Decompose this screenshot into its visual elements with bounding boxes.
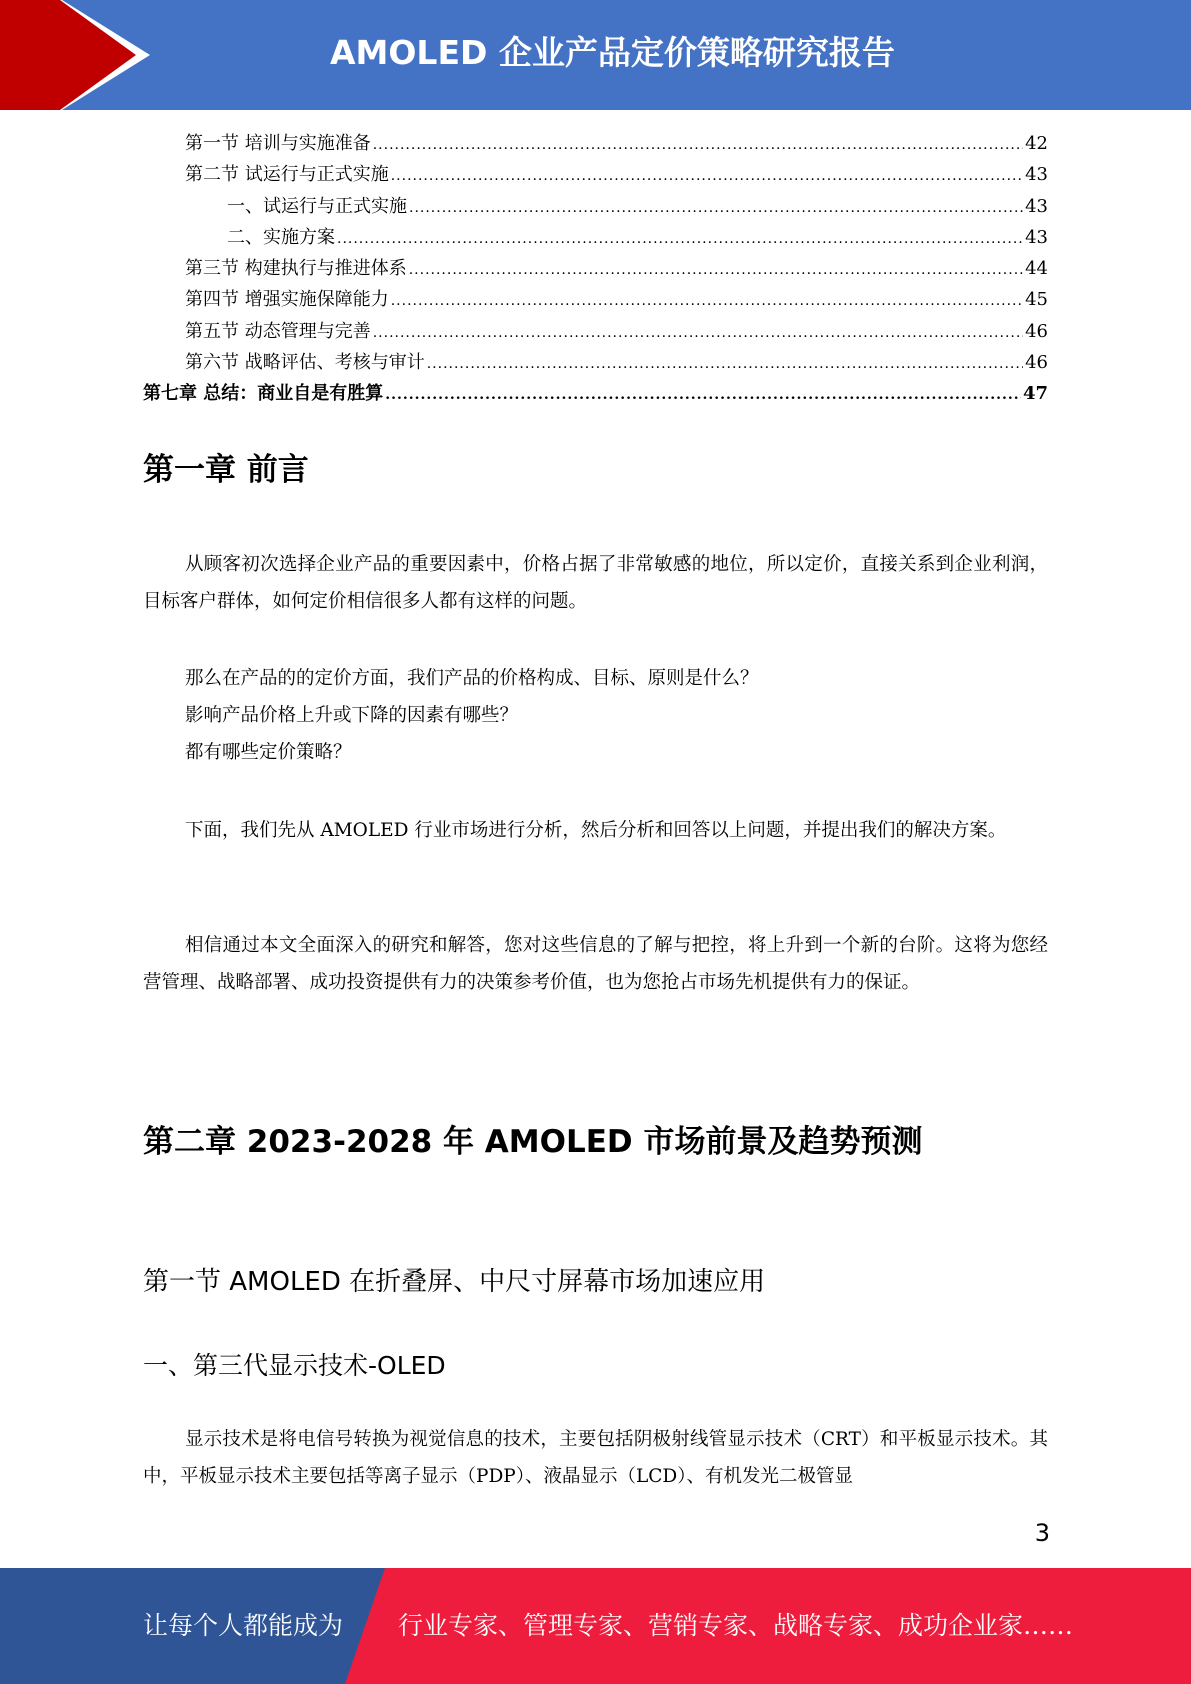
header-chevron-decoration [0, 0, 160, 110]
chapter2-subsection1-title: 一、第三代显示技术-OLED [143, 1351, 446, 1380]
toc-entry-page: 45 [1025, 289, 1048, 311]
toc-entry[interactable] [143, 191, 1048, 222]
toc-entry[interactable] [143, 128, 1048, 159]
toc-entry-page: 47 [1022, 383, 1048, 405]
toc-entry[interactable] [143, 159, 1048, 190]
chapter2-paragraph-1: 显示技术是将电信号转换为视觉信息的技术，主要包括阴极射线管显示技术（CRT）和平板显示技术。其中，平板显示技术主要包括等离子显示（PDP）、液晶显示（LCD）、有机发光二极管显 [143, 1429, 1048, 1487]
toc-leader-dots [385, 380, 1021, 411]
chapter1-paragraph-1: 从顾客初次选择企业产品的重要因素中，价格占据了非常敏感的地位，所以定价，直接关系到企业利润，目标客户群体，如何定价相信很多人都有这样的问题。 [143, 554, 1048, 612]
toc-entry-label: 第一节 培训与实施准备 [185, 133, 371, 154]
chapter2-section1-title: 第一节 AMOLED 在折叠屏、中尺寸屏幕市场加速应用 [143, 1267, 766, 1297]
toc-leader-dots [337, 224, 1023, 255]
chapter1-title: 第一章 前言 [143, 452, 309, 488]
toc-entry[interactable] [143, 347, 1048, 378]
toc-leader-dots [373, 130, 1023, 161]
page-header [0, 0, 1191, 110]
toc-entry[interactable] [143, 284, 1048, 315]
toc-entry-page: 42 [1025, 133, 1048, 154]
toc-entry-label: 第七章 总结：商业自是有胜算 [143, 383, 384, 405]
toc-leader-dots [409, 193, 1023, 224]
toc-entry-page: 46 [1025, 320, 1048, 342]
toc-entry-page: 43 [1025, 226, 1048, 248]
page-footer [0, 1568, 1191, 1684]
toc-entry[interactable] [143, 378, 1048, 409]
chapter1-question-2: 影响产品价格上升或下降的因素有哪些？ [185, 705, 519, 726]
toc-entry-label: 第六节 战略评估、考核与审计 [185, 352, 425, 374]
toc-entry-page: 44 [1025, 258, 1048, 280]
footer-slogan-right: 行业专家、管理专家、营销专家、战略专家、成功企业家…… [398, 1611, 1074, 1640]
chapter1-question-1: 那么在产品的的定价方面，我们产品的价格构成、目标、原则是什么？ [185, 668, 759, 689]
toc-entry-page: 46 [1025, 352, 1048, 374]
toc-entry-label: 二、实施方案 [227, 226, 335, 248]
toc-entry-label: 一、试运行与正式实施 [227, 195, 407, 217]
toc-leader-dots [391, 286, 1023, 317]
footer-slogan-left: 让每个人都能成为 [143, 1611, 344, 1640]
toc-entry-page: 43 [1025, 164, 1048, 186]
toc-leader-dots [409, 255, 1023, 286]
table-of-contents [143, 128, 1048, 410]
page-number: 3 [1034, 1519, 1050, 1547]
toc-entry-label: 第四节 增强实施保障能力 [185, 289, 389, 311]
toc-entry-label: 第五节 动态管理与完善 [185, 320, 371, 342]
report-title: AMOLED 企业产品定价策略研究报告 [330, 33, 895, 72]
toc-entry-label: 第三节 构建执行与推进体系 [185, 258, 407, 280]
toc-leader-dots [427, 349, 1023, 380]
toc-leader-dots [391, 161, 1023, 192]
toc-leader-dots [373, 318, 1023, 349]
toc-entry-label: 第二节 试运行与正式实施 [185, 164, 389, 186]
toc-entry[interactable] [143, 253, 1048, 284]
chapter2-title: 第二章 2023-2028 年 AMOLED 市场前景及趋势预测 [143, 1124, 923, 1160]
toc-entry-page: 43 [1025, 195, 1048, 217]
toc-entry[interactable] [143, 222, 1048, 253]
chapter1-paragraph-2: 下面，我们先从 AMOLED 行业市场进行分析，然后分析和回答以上问题，并提出我们的解决方案。 [185, 820, 1007, 841]
toc-entry[interactable] [143, 316, 1048, 347]
chapter1-question-3: 都有哪些定价策略？ [185, 742, 352, 763]
chapter1-paragraph-3: 相信通过本文全面深入的研究和解答，您对这些信息的了解与把控，将上升到一个新的台阶。这将为您经营管理、战略部署、成功投资提供有力的决策参考价值，也为您抢占市场先机提供有力的保证。 [143, 935, 1048, 993]
